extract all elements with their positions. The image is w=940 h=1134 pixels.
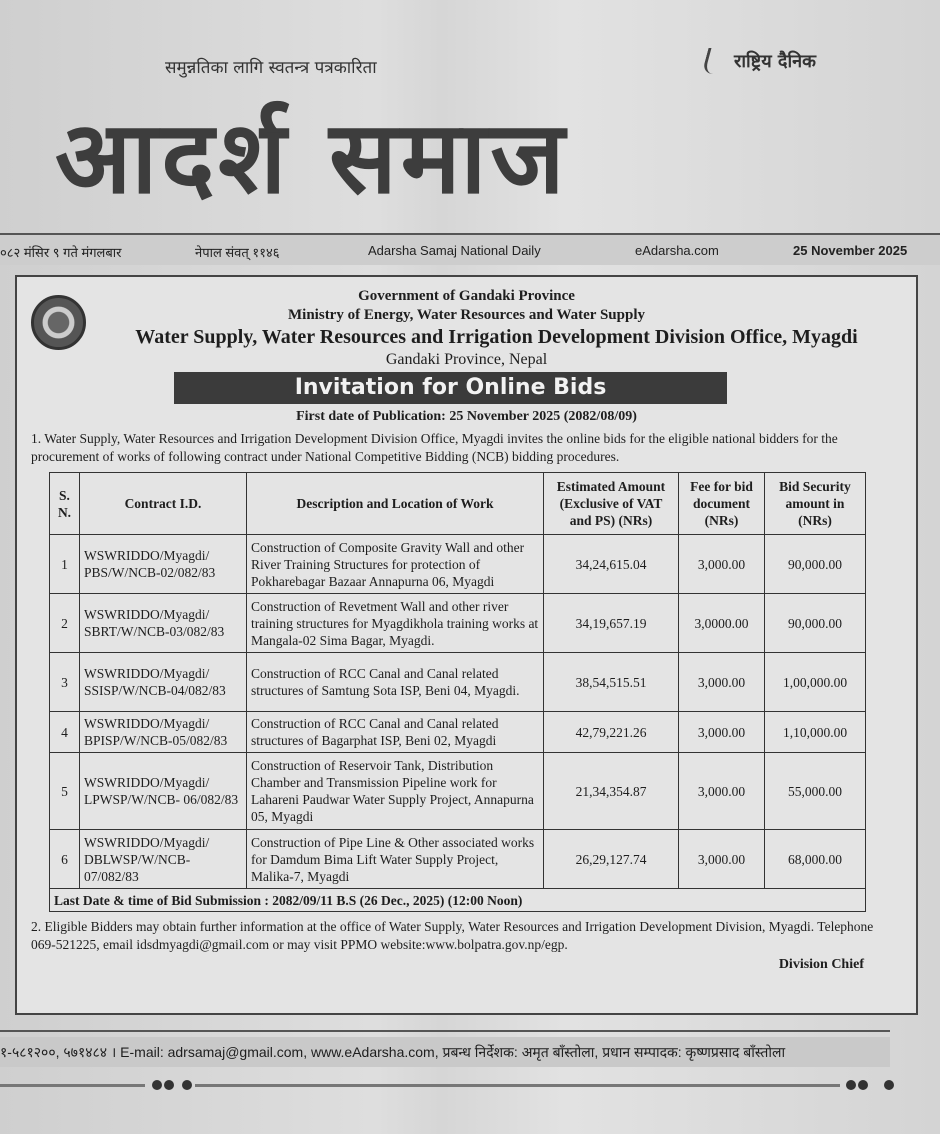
header-bid-security: Bid Security amount in (NRs) — [765, 473, 866, 535]
row-bid-security: 1,00,000.00 — [765, 653, 866, 712]
last-date: Last Date & time of Bid Submission : 2082/09/11 B.S (26 Dec., 2025) (12:00 Noon) — [50, 889, 866, 912]
row-sn: 4 — [50, 712, 80, 753]
notice-location: Gandaki Province, Nepal — [385, 351, 548, 368]
notice-office: Water Supply, Water Resources and Irrigation Development Division Office, Myagdi — [135, 326, 858, 348]
nepal-sambat: नेपाल संवत् ११४६ — [195, 245, 280, 260]
row-fee: 3,000.00 — [679, 753, 765, 830]
newspaper-masthead-title: आदर्श समाज — [55, 99, 569, 216]
notice-paragraph-1: 1. Water Supply, Water Resources and Irrigation Development Division Office, Myagdi invites the online bids for the eligible national bidders for the procurement of works of following contract under National Competitive Bidding (NCB) bidding procedures. — [31, 431, 838, 464]
website: eAdarsha.com — [635, 243, 719, 258]
row-contract-id: WSWRIDDO/Myagdi/ DBLWSP/W/NCB- 07/082/83 — [80, 830, 247, 889]
bid-notice — [15, 275, 918, 1015]
publication-date: First date of Publication: 25 November 2025 (2082/08/09) — [296, 409, 637, 424]
signature: Division Chief — [778, 957, 864, 972]
header-sn: S. N. — [50, 473, 80, 535]
row-sn: 5 — [50, 753, 80, 830]
row-contract-id: WSWRIDDO/Myagdi/ PBS/W/NCB-02/082/83 — [80, 535, 247, 594]
decorative-dot — [164, 1080, 174, 1090]
row-description: Construction of Pipe Line & Other associated works for Damdum Bima Lift Water Supply Project, Malika-7, Myagdi — [247, 830, 544, 889]
table-header-row — [50, 473, 866, 535]
notice-title: Invitation for Online Bids — [174, 372, 727, 404]
row-description: Construction of Revetment Wall and other river training structures for Myagdikhola training works at Mangala-02 Sima Bagar, Myagdi. — [247, 594, 544, 653]
row-contract-id: WSWRIDDO/Myagdi/ LPWSP/W/NCB- 06/082/83 — [80, 753, 247, 830]
row-bid-security: 1,10,000.00 — [765, 712, 866, 753]
row-sn: 3 — [50, 653, 80, 712]
table-row — [50, 712, 866, 753]
row-sn: 6 — [50, 830, 80, 889]
decorative-dot — [846, 1080, 856, 1090]
header-contract-id: Contract I.D. — [80, 473, 247, 535]
dateline-bar — [0, 233, 940, 265]
table-row — [50, 653, 866, 712]
header-estimated-amount: Estimated Amount (Exclusive of VAT and PS) (NRs) — [544, 473, 679, 535]
row-description: Construction of RCC Canal and Canal related structures of Samtung Sota ISP, Beni 04, Myagdi. — [247, 653, 544, 712]
row-fee: 3,000.00 — [679, 653, 765, 712]
row-bid-security: 55,000.00 — [765, 753, 866, 830]
national-daily-label — [705, 46, 816, 76]
row-description: Construction of Reservoir Tank, Distribution Chamber and Transmission Pipeline work for Lahareni Paudwar Water Supply Project, Annapurna 05, Myagdi — [247, 753, 544, 830]
row-fee: 3,0000.00 — [679, 594, 765, 653]
row-sn: 2 — [50, 594, 80, 653]
table-row — [50, 594, 866, 653]
row-bid-security: 90,000.00 — [765, 594, 866, 653]
table-row — [50, 830, 866, 889]
decorative-dot — [858, 1080, 868, 1090]
table-row — [50, 753, 866, 830]
row-description: Construction of RCC Canal and Canal related structures of Bagarphat ISP, Beni 02, Myagdi — [247, 712, 544, 753]
row-contract-id: WSWRIDDO/Myagdi/ SSISP/W/NCB-04/082/83 — [80, 653, 247, 712]
notice-ministry: Ministry of Energy, Water Resources and Water Supply — [288, 307, 645, 323]
row-bid-security: 68,000.00 — [765, 830, 866, 889]
national-daily-text: राष्ट्रिय दैनिक — [734, 51, 816, 72]
decorative-dot — [884, 1080, 894, 1090]
decorative-rule — [0, 1084, 145, 1087]
row-fee: 3,000.00 — [679, 535, 765, 594]
decorative-rule — [195, 1084, 840, 1087]
row-description: Construction of Composite Gravity Wall and other River Training Structures for protection of Pokharebagar Bazaar Annapurna 06, Myagdi — [247, 535, 544, 594]
header-description: Description and Location of Work — [247, 473, 544, 535]
footer-contact: १-५८१२००, ५७१४८४ । E-mail: adrsamaj@gmail.com, www.eAdarsha.com, प्रबन्ध निर्देशक: अमृत बाँस्तोला, प्रधान सम्पादक: कृष्णप्रसाद बाँस्तोला — [0, 1037, 890, 1067]
table-row — [50, 535, 866, 594]
decorative-dot — [182, 1080, 192, 1090]
row-fee: 3,000.00 — [679, 830, 765, 889]
row-estimated-amount: 42,79,221.26 — [544, 712, 679, 753]
contracts-table — [49, 472, 866, 912]
footer-divider — [0, 1030, 890, 1032]
row-estimated-amount: 38,54,515.51 — [544, 653, 679, 712]
row-contract-id: WSWRIDDO/Myagdi/ BPISP/W/NCB-05/082/83 — [80, 712, 247, 753]
masthead-tagline: समुन्नतिका लागि स्वतन्त्र पत्रकारिता — [165, 58, 377, 78]
nepali-date: ०८२ मंसिर ९ गते मंगलबार — [0, 245, 122, 260]
last-date-row — [50, 889, 866, 912]
issue-date: 25 November 2025 — [793, 243, 908, 258]
row-sn: 1 — [50, 535, 80, 594]
notice-paragraph-2: 2. Eligible Bidders may obtain further information at the office of Water Supply, Water Resources and Irrigation Development Division, Myagdi. Telephone 069-521225, email idsdmyagdi@gmail.com or may visit PPMO website:www.bolpatra.gov.np/egp. — [31, 919, 874, 952]
header-fee: Fee for bid document (NRs) — [679, 473, 765, 535]
paper-name: Adarsha Samaj National Daily — [368, 243, 541, 258]
pen-logo-icon — [702, 48, 732, 74]
row-estimated-amount: 26,29,127.74 — [544, 830, 679, 889]
row-estimated-amount: 21,34,354.87 — [544, 753, 679, 830]
row-estimated-amount: 34,24,615.04 — [544, 535, 679, 594]
row-contract-id: WSWRIDDO/Myagdi/ SBRT/W/NCB-03/082/83 — [80, 594, 247, 653]
government-emblem-icon — [31, 295, 86, 350]
row-fee: 3,000.00 — [679, 712, 765, 753]
row-bid-security: 90,000.00 — [765, 535, 866, 594]
decorative-dot — [152, 1080, 162, 1090]
row-estimated-amount: 34,19,657.19 — [544, 594, 679, 653]
notice-government: Government of Gandaki Province — [358, 288, 575, 304]
